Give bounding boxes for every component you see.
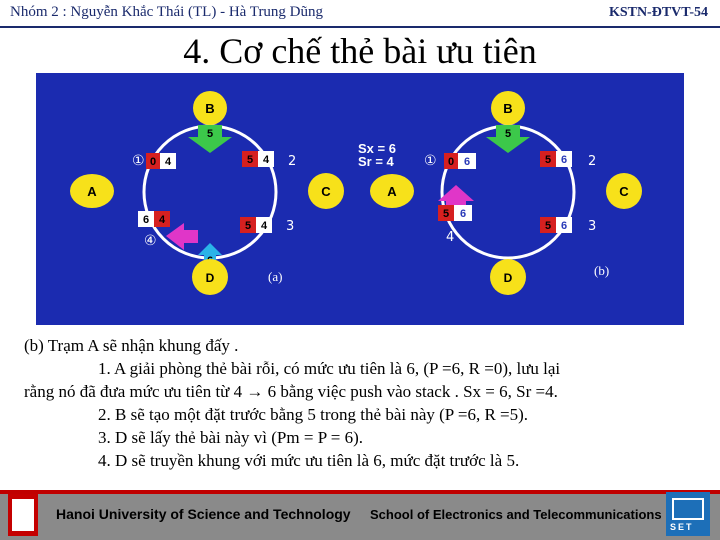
- svg-text:5: 5: [544, 220, 552, 232]
- diagram-background: [36, 73, 684, 325]
- svg-text:0: 0: [149, 156, 157, 168]
- port-2-b: 2: [588, 154, 597, 169]
- header-course-code: KSTN-ĐTVT-54: [608, 5, 708, 20]
- station-b-b-label: B: [503, 101, 513, 116]
- frame-a-top-right: [242, 151, 274, 167]
- body-line-1: (b) Trạm A sẽ nhận khung đấy .: [24, 336, 239, 355]
- school-logo-icon: SET: [666, 492, 710, 536]
- footer-university: Hanoi University of Science and Technology: [56, 506, 351, 522]
- station-d-a-label: D: [205, 271, 215, 285]
- svg-text:6: 6: [142, 214, 150, 226]
- svg-text:4: 4: [260, 220, 268, 232]
- port-3-b: 3: [588, 219, 597, 234]
- body-line-3: rằng nó đã đưa mức ưu tiên từ 4 → 6 bằng việc push vào stack . Sx = 6, Sr =4.: [24, 382, 558, 401]
- slide-header: [0, 0, 720, 30]
- arrow-b-a-label: 5: [206, 128, 214, 140]
- frame-b-top-right: [540, 151, 572, 167]
- svg-text:6: 6: [459, 208, 467, 220]
- slide-body: [24, 334, 704, 472]
- station-b-a-label: B: [205, 101, 215, 116]
- university-logo-icon: [8, 494, 38, 536]
- caption-b: (b): [594, 263, 610, 278]
- svg-text:4: 4: [158, 214, 166, 226]
- station-a-a-label: A: [87, 184, 97, 199]
- svg-text:0: 0: [447, 156, 455, 168]
- frame-a-top-left: [146, 153, 176, 169]
- arrow-b-b-label: 5: [504, 128, 512, 140]
- frame-b-top-left: [444, 153, 476, 169]
- token-ring-diagram: [36, 73, 684, 325]
- frame-b-bottom-right: [540, 217, 572, 233]
- frame-a-bottom-right: [240, 217, 272, 233]
- svg-text:4: 4: [262, 154, 270, 166]
- port-4-b: 4: [446, 230, 455, 245]
- footer-accent-bar: [0, 490, 720, 494]
- station-a-b-label: A: [387, 184, 397, 199]
- body-line-2: 1. A giải phòng thẻ bài rỗi, có mức ưu tiên là 6, (P =6, R =0), lưu lại: [98, 359, 561, 378]
- slide-title: 4. Cơ chế thẻ bài ưu tiên: [183, 31, 537, 71]
- sx-label: Sx = 6: [358, 141, 396, 156]
- station-c-b-label: C: [619, 184, 629, 199]
- svg-text:5: 5: [244, 220, 252, 232]
- caption-a: (a): [268, 269, 283, 284]
- port-2-a: 2: [288, 154, 297, 169]
- body-line-5: 3. D sẽ lấy thẻ bài này vì (Pm = P = 6).: [98, 428, 364, 447]
- footer-school: School of Electronics and Telecommunications: [370, 507, 662, 522]
- port-1-b: ①: [424, 153, 437, 169]
- station-c-a-label: C: [321, 184, 331, 199]
- port-4-a: ④: [144, 233, 157, 249]
- body-line-6: 4. D sẽ truyền khung với mức ưu tiên là 6, mức đặt trước là 5.: [98, 451, 520, 470]
- svg-text:5: 5: [544, 154, 552, 166]
- svg-text:6: 6: [560, 154, 568, 166]
- svg-text:6: 6: [463, 156, 471, 168]
- port-3-a: 3: [286, 219, 295, 234]
- svg-text:5: 5: [246, 154, 254, 166]
- port-1-a: ①: [132, 153, 145, 169]
- diagram-svg: [36, 73, 684, 325]
- frame-a-left: [138, 211, 170, 227]
- sr-label: Sr = 4: [358, 154, 394, 169]
- body-line-4: 2. B sẽ tạo một đặt trước bằng 5 trong thẻ bài này (P =6, R =5).: [98, 405, 529, 424]
- svg-text:5: 5: [442, 208, 450, 220]
- header-authors: Nhóm 2 : Nguyễn Khắc Thái (TL) - Hà Trung Dũng: [10, 4, 324, 20]
- header-divider: [0, 26, 720, 28]
- station-d-b-label: D: [503, 271, 513, 285]
- svg-text:6: 6: [560, 220, 568, 232]
- svg-text:4: 4: [164, 156, 172, 168]
- frame-b-station-a: [438, 205, 472, 221]
